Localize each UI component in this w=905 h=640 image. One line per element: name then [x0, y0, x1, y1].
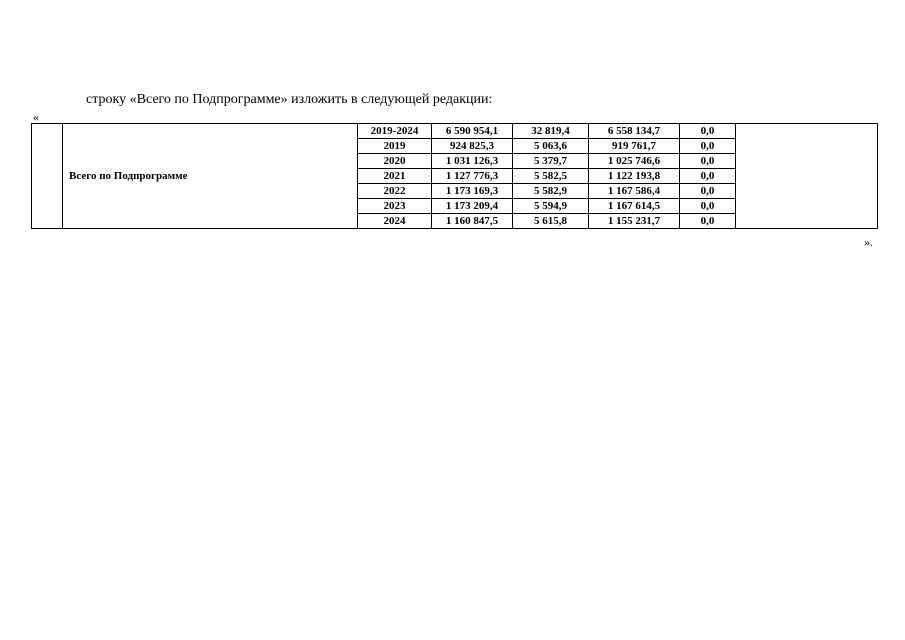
value-cell: 1 167 614,5 [589, 199, 680, 214]
period-cell: 2021 [358, 169, 432, 184]
total-cell: 1 031 126,3 [432, 154, 513, 169]
open-quote-mark: « [33, 110, 39, 124]
value-cell: 1 167 586,4 [589, 184, 680, 199]
value-cell: 32 819,4 [513, 124, 589, 139]
total-cell: 6 590 954,1 [432, 124, 513, 139]
row-label: Всего по Подпрограмме [63, 124, 358, 229]
value-cell: 5 582,5 [513, 169, 589, 184]
total-cell: 1 173 209,4 [432, 199, 513, 214]
notes-cell [736, 124, 878, 229]
period-cell: 2022 [358, 184, 432, 199]
value-cell: 6 558 134,7 [589, 124, 680, 139]
value-cell: 919 761,7 [589, 139, 680, 154]
value-cell: 0,0 [680, 139, 736, 154]
value-cell: 0,0 [680, 154, 736, 169]
total-cell: 1 173 169,3 [432, 184, 513, 199]
period-cell: 2020 [358, 154, 432, 169]
value-cell: 0,0 [680, 184, 736, 199]
value-cell: 1 122 193,8 [589, 169, 680, 184]
value-cell: 0,0 [680, 214, 736, 229]
total-cell: 1 127 776,3 [432, 169, 513, 184]
value-cell: 0,0 [680, 169, 736, 184]
budget-table [31, 123, 878, 229]
period-cell: 2019 [358, 139, 432, 154]
table-row [32, 124, 878, 139]
close-quote-mark: ». [864, 235, 873, 249]
total-cell: 1 160 847,5 [432, 214, 513, 229]
period-cell: 2019-2024 [358, 124, 432, 139]
period-cell: 2023 [358, 199, 432, 214]
intro-text: строку «Всего по Подпрограмме» изложить в следующей редакции: [86, 92, 493, 107]
value-cell: 0,0 [680, 199, 736, 214]
number-cell [32, 124, 63, 229]
value-cell: 5 063,6 [513, 139, 589, 154]
value-cell: 5 582,9 [513, 184, 589, 199]
value-cell: 5 379,7 [513, 154, 589, 169]
value-cell: 5 594,9 [513, 199, 589, 214]
value-cell: 1 155 231,7 [589, 214, 680, 229]
value-cell: 0,0 [680, 124, 736, 139]
value-cell: 1 025 746,6 [589, 154, 680, 169]
total-cell: 924 825,3 [432, 139, 513, 154]
value-cell: 5 615,8 [513, 214, 589, 229]
period-cell: 2024 [358, 214, 432, 229]
